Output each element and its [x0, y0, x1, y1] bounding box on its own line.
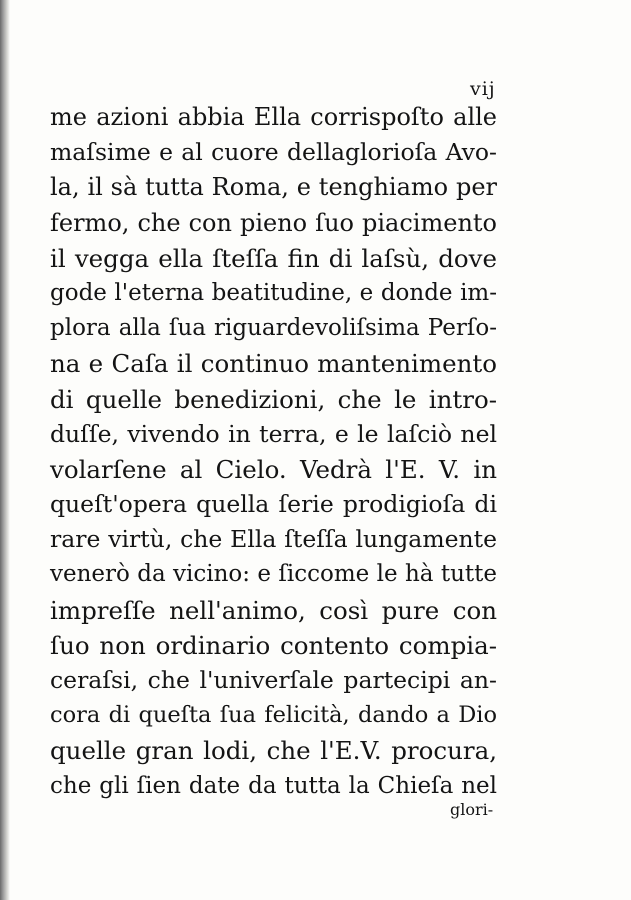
- text-line: il vegga ella ſteſſa fin di laſsù, dove: [50, 243, 497, 273]
- text-line: quelle gran lodi, che l'E.V. procura,: [50, 736, 497, 766]
- text-line: rare virtù, che Ella ſteſſa lungamente: [50, 525, 497, 554]
- text-line: fermo, che con pieno ſuo piacimento: [50, 208, 497, 237]
- text-line: che gli ſien date da tutta la Chieſa nel: [50, 772, 497, 799]
- page-binding-edge: [0, 0, 10, 900]
- text-line: queſt'opera quella ſerie prodigioſa di: [50, 490, 497, 519]
- text-line: na e Caſa il continuo mantenimento: [50, 349, 497, 379]
- text-line: impreſſe nell'animo, così pure con: [50, 595, 497, 625]
- text-line: me azioni abbia Ella corrispoſto alle: [50, 103, 497, 131]
- text-line: di quelle benedizioni, che le intro-: [50, 384, 497, 414]
- text-line: la, il sà tutta Roma, e tenghiamo per: [50, 173, 497, 202]
- text-line: maſsime e al cuore dellaglorioſa Avo-: [50, 138, 497, 167]
- text-line: ceraſsi, che l'univerſale partecipi an-: [50, 666, 497, 694]
- text-line: ſuo non ordinario contento compia-: [50, 630, 497, 660]
- text-line: venerò da vicino: e ſiccome le hà tutte: [50, 561, 497, 588]
- text-line: volarſene al Cielo. Vedrà l'E. V. in: [50, 454, 497, 484]
- body-text: [50, 100, 497, 804]
- text-line: gode l'eterna beatitudine, e donde im-: [50, 279, 497, 306]
- text-line: plora alla ſua riguardevoliſsima Perſo-: [50, 315, 497, 342]
- page-number: vij: [470, 78, 496, 100]
- text-line: duſſe, vivendo in terra, e le laſciò nel: [50, 419, 497, 448]
- catchword: glori-: [450, 800, 494, 819]
- text-line: cora di queſta ſua felicità, dando a Dio: [50, 702, 497, 729]
